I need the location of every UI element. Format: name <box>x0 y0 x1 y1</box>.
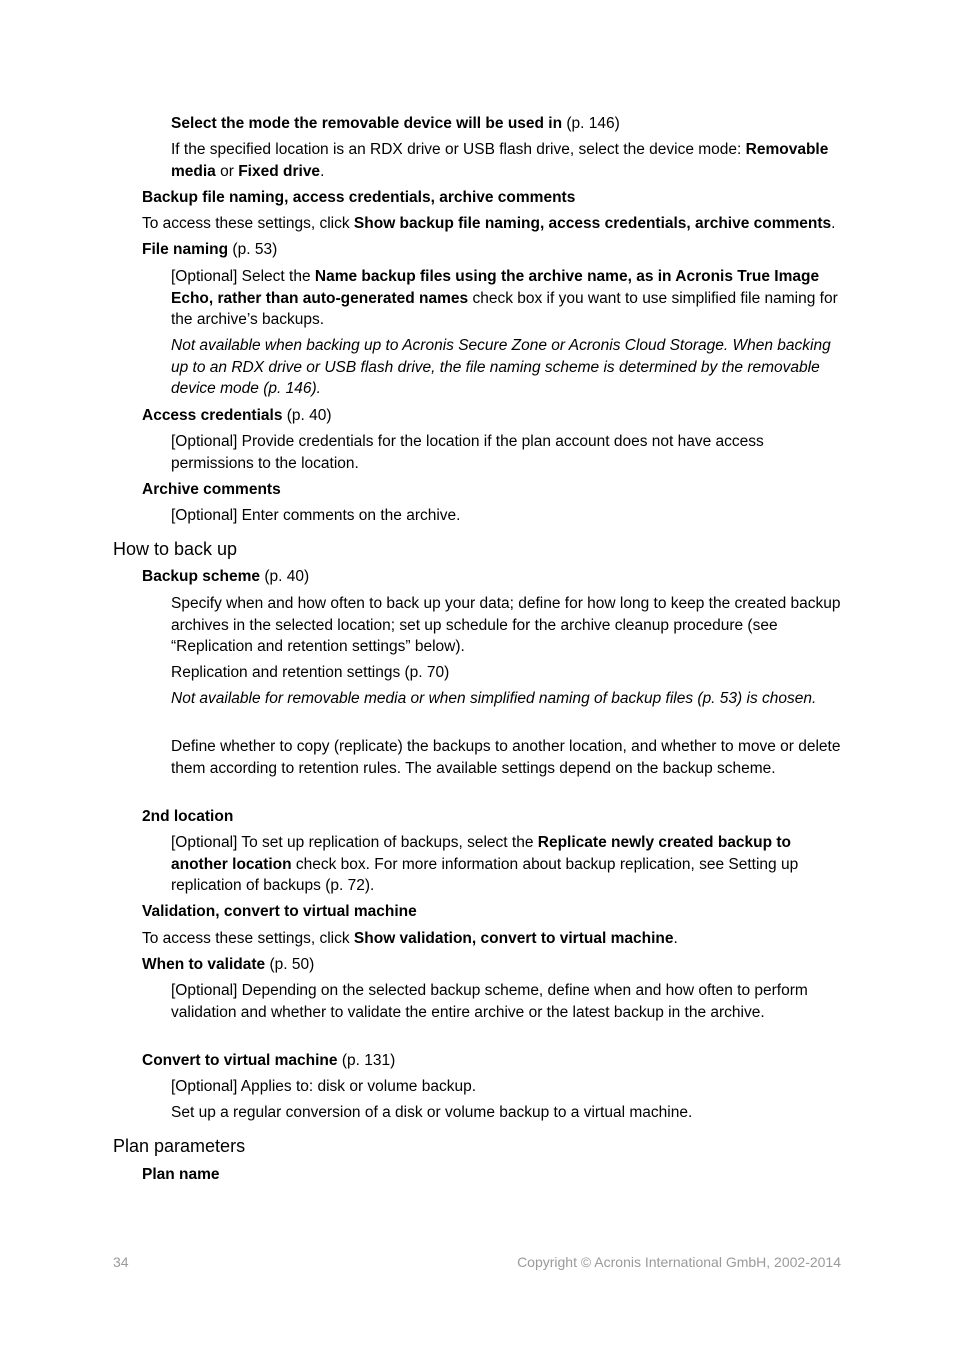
validation-access-pre: To access these settings, click <box>142 930 354 947</box>
validation-group-heading <box>142 901 842 923</box>
convert-vm-paragraph: Set up a regular conversion of a disk or volume backup to a virtual machine. <box>171 1104 693 1121</box>
removable-media-term: Removable media <box>171 141 829 180</box>
access-credentials-title: Access credentials <box>142 407 283 424</box>
when-to-validate-heading <box>142 954 842 976</box>
validation-access-post: . <box>673 930 678 947</box>
file-naming-note: Not available when backing up to Acronis Secure Zone or Acronis Cloud Storage. When backing up to an RDX drive or USB flash drive, the file naming scheme is determined by the removable device mode (p. 146). <box>171 337 831 397</box>
file-naming-post: check box if you want to use simplified file naming for the archive’s backups. <box>171 289 838 328</box>
backup-scheme-ref: (p. 40) <box>260 568 310 585</box>
naming-access-link-term: Show backup file naming, access credentials, archive comments <box>353 215 832 232</box>
copyright-notice: Copyright © Acronis International GmbH, 2002-2014 <box>517 1254 841 1270</box>
when-to-validate-paragraph: [Optional] Depending on the selected backup scheme, define when and how often to perform validation and whether to validate the entire archive or the latest backup in the archive. <box>171 982 808 1021</box>
plan-name-heading <box>142 1164 842 1186</box>
file-naming-ref: (p. 53) <box>228 241 278 258</box>
when-to-validate-ref: (p. 50) <box>265 956 315 973</box>
second-location-paragraph <box>171 832 843 897</box>
backup-scheme-paragraph: Specify when and how often to back up your data; define for how long to keep the created backup archives in the selected location; set up schedule for the archive cleanup procedure (see “Replication and retention settings” below). <box>171 595 841 655</box>
file-naming-option-term: Name backup files using the archive name, as in Acronis True Image Echo, rather than auto-generated names <box>171 268 820 307</box>
fixed-drive-term: Fixed drive <box>238 162 321 180</box>
access-credentials-ref: (p. 40) <box>282 407 332 424</box>
mode-text-mid: or <box>215 162 239 180</box>
naming-access-pre: To access these settings, click <box>142 215 354 232</box>
when-to-validate-title: When to validate <box>142 956 266 973</box>
file-naming-pre: [Optional] Select the <box>171 268 315 285</box>
access-credentials-heading <box>142 405 842 427</box>
file-naming-paragraph <box>171 266 843 331</box>
file-naming-title: File naming <box>142 241 229 258</box>
mode-text-post: . <box>320 162 325 180</box>
replication-paragraph: Define whether to copy (replicate) the backups to another location, and whether to move or delete them according to retention rules. The available settings depend on the backup scheme. <box>171 738 841 777</box>
mode-text-pre: If the specified location is an RDX drive or USB flash drive, select the device mode: <box>171 141 746 158</box>
plan-parameters-heading: Plan parameters <box>113 1136 246 1156</box>
second-location-pre: [Optional] To set up replication of backups, select the <box>171 834 538 851</box>
validation-access-paragraph <box>142 928 842 950</box>
archive-comments-heading <box>142 479 842 501</box>
backup-scheme-title: Backup scheme <box>142 568 261 585</box>
replication-ref-paragraph: Replication and retention settings (p. 70) <box>171 664 450 681</box>
naming-access-post: . <box>831 215 836 232</box>
naming-access-paragraph <box>142 213 842 235</box>
how-to-back-up-heading: How to back up <box>113 539 238 559</box>
backup-scheme-heading <box>142 566 842 588</box>
access-credentials-paragraph: [Optional] Provide credentials for the location if the plan account does not have access permissions to the location. <box>171 433 764 472</box>
convert-vm-ref: (p. 131) <box>337 1052 396 1069</box>
validation-access-link-term: Show validation, convert to virtual machine <box>353 930 674 947</box>
archive-comments-paragraph: [Optional] Enter comments on the archive. <box>171 507 461 524</box>
convert-vm-heading <box>142 1050 842 1072</box>
mode-paragraph <box>171 139 843 182</box>
page-number: 34 <box>113 1254 129 1270</box>
replicate-option-term: Replicate newly created backup to another location <box>171 834 792 873</box>
second-location-heading <box>142 806 842 828</box>
replication-note: Not available for removable media or when simplified naming of backup files (p. 53) is chosen. <box>171 690 817 707</box>
mode-heading-ref: (p. 146) <box>562 115 620 132</box>
convert-vm-title: Convert to virtual machine <box>142 1052 338 1069</box>
plan-name-title: Plan name <box>142 1166 220 1183</box>
archive-comments-title: Archive comments <box>142 481 281 498</box>
mode-heading-title: Select the mode the removable device will be used in <box>171 115 563 132</box>
naming-group-heading <box>142 187 842 209</box>
second-location-post: check box. For more information about backup replication, see Setting up replication of backups (p. 72). <box>171 855 799 894</box>
second-location-title: 2nd location <box>142 808 234 825</box>
convert-vm-applies-paragraph: [Optional] Applies to: disk or volume backup. <box>171 1078 476 1095</box>
mode-heading <box>171 113 843 135</box>
naming-group-heading-text: Backup file naming, access credentials, archive comments <box>142 189 576 206</box>
file-naming-heading <box>142 239 842 261</box>
validation-group-heading-text: Validation, convert to virtual machine <box>142 903 417 920</box>
